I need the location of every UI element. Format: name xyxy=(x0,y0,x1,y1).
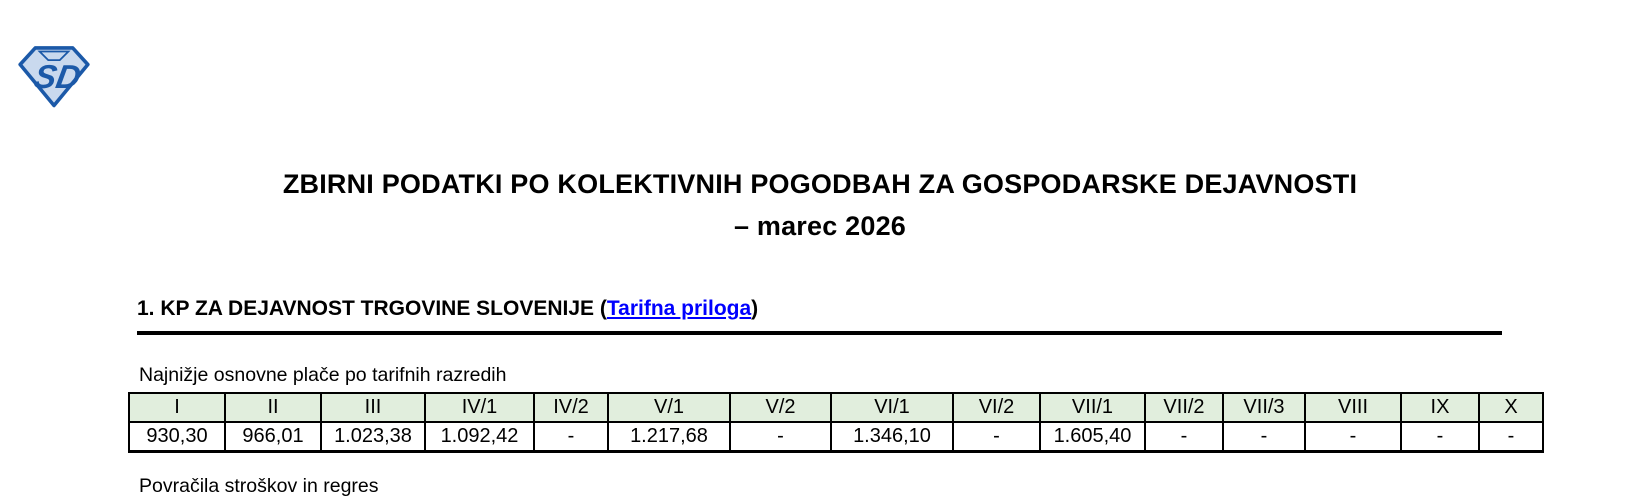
tarifna-priloga-link[interactable]: Tarifna priloga xyxy=(606,297,752,320)
tariff-value-cell: - xyxy=(1479,422,1543,452)
section-heading xyxy=(137,297,758,321)
page-title xyxy=(130,163,1510,247)
section-heading-suffix: ) xyxy=(751,297,759,320)
tariff-class-header: III xyxy=(321,393,425,422)
footer-text: Povračila stroškov in regres xyxy=(139,475,379,497)
tariff-class-header: VI/1 xyxy=(831,393,953,422)
tariff-class-header: I xyxy=(129,393,225,422)
tariff-value-cell: 1.023,38 xyxy=(321,422,425,452)
tariff-table xyxy=(128,392,1544,453)
tariff-table-header-row xyxy=(129,393,1543,422)
tariff-value-cell: 966,01 xyxy=(225,422,321,452)
tariff-class-header: IV/1 xyxy=(425,393,534,422)
tariff-class-header: IV/2 xyxy=(534,393,608,422)
tariff-value-cell: 930,30 xyxy=(129,422,225,452)
tariff-class-header: VII/2 xyxy=(1145,393,1223,422)
tariff-class-header: VII/3 xyxy=(1223,393,1305,422)
tariff-table-value-row xyxy=(129,422,1543,452)
tariff-class-header: X xyxy=(1479,393,1543,422)
sd-diamond-logo xyxy=(18,42,90,110)
logo-letters: SD xyxy=(31,59,84,97)
tariff-value-cell: - xyxy=(534,422,608,452)
tariff-value-cell: 1.346,10 xyxy=(831,422,953,452)
tariff-value-cell: - xyxy=(1223,422,1305,452)
tariff-class-header: II xyxy=(225,393,321,422)
tariff-class-header: V/1 xyxy=(608,393,730,422)
section-divider-rule xyxy=(137,331,1502,335)
tariff-value-cell: - xyxy=(1401,422,1479,452)
tariff-class-header: VI/2 xyxy=(953,393,1040,422)
section-heading-prefix: 1. KP ZA DEJAVNOST TRGOVINE SLOVENIJE ( xyxy=(137,297,607,320)
tariff-value-cell: - xyxy=(1305,422,1401,452)
page-title-line2: – marec 2026 xyxy=(733,211,907,241)
tariff-value-cell: - xyxy=(730,422,831,452)
tariff-value-cell: - xyxy=(1145,422,1223,452)
tariff-class-header: IX xyxy=(1401,393,1479,422)
page-title-line1: ZBIRNI PODATKI PO KOLEKTIVNIH POGODBAH ZA GOSPODARSKE DEJAVNOSTI xyxy=(282,169,1358,199)
tariff-value-cell: - xyxy=(953,422,1040,452)
tariff-value-cell: 1.092,42 xyxy=(425,422,534,452)
tariff-class-header: VIII xyxy=(1305,393,1401,422)
table-caption: Najnižje osnovne plače po tarifnih razredih xyxy=(139,364,507,386)
tariff-class-header: V/2 xyxy=(730,393,831,422)
tariff-value-cell: 1.605,40 xyxy=(1040,422,1145,452)
tariff-value-cell: 1.217,68 xyxy=(608,422,730,452)
tariff-class-header: VII/1 xyxy=(1040,393,1145,422)
